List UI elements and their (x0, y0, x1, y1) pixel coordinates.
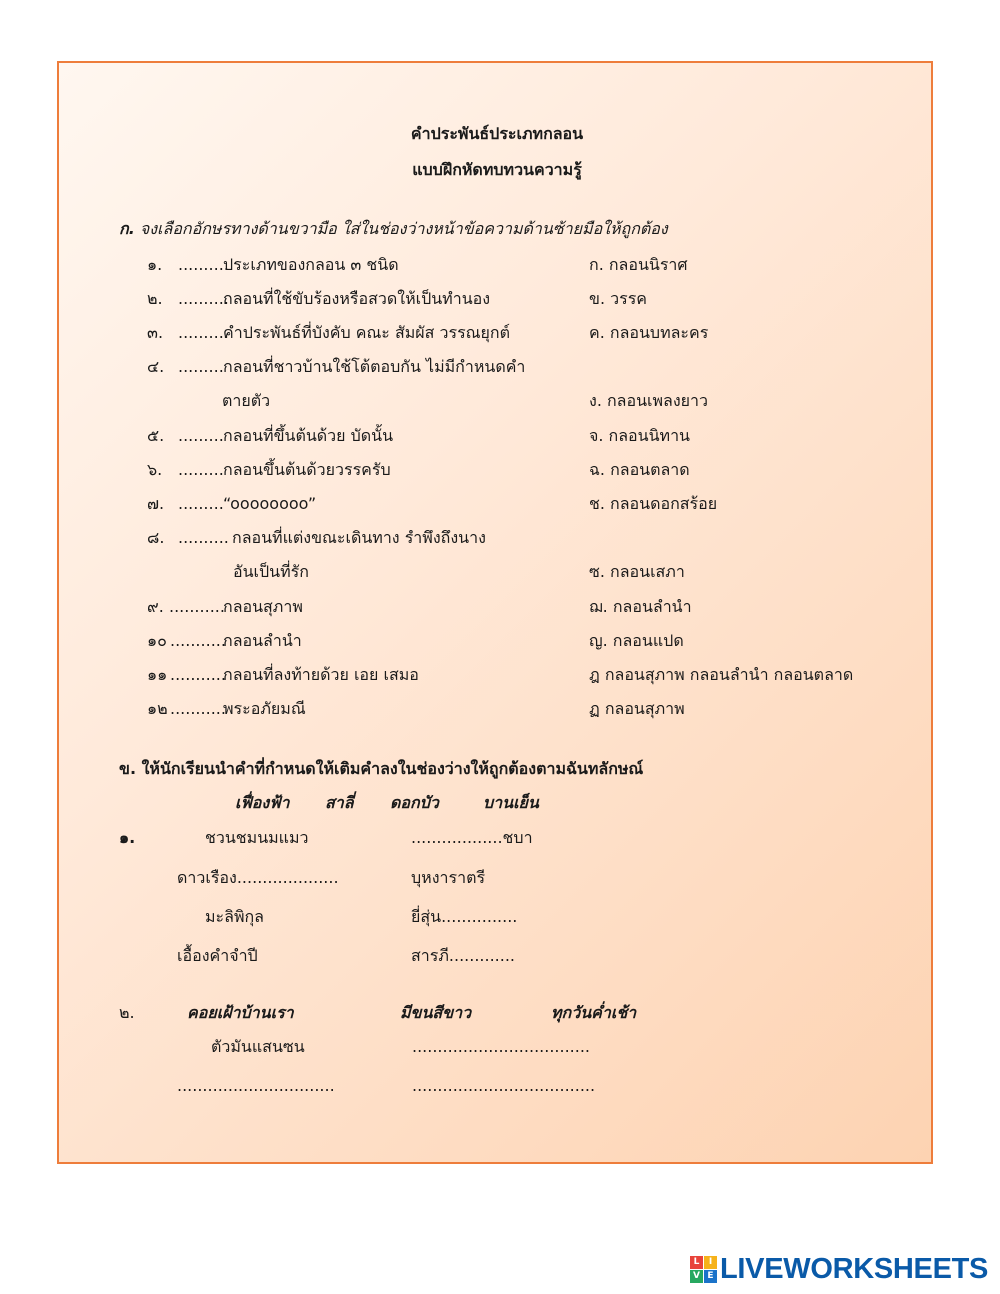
q1-line-2-right: บุหงาราตรี (411, 868, 486, 887)
item-11-text: กลอนที่ลงท้ายด้วย เอย เสมอ (223, 665, 419, 684)
logo-tile-v: V (690, 1270, 703, 1283)
item-6-text: กลอนขึ้นต้นด้วยวรรครับ (223, 460, 391, 479)
q1-line-3-right[interactable]: ยี่สุ่น............... (411, 907, 518, 926)
q1-line-3-left: มะลิพิกุล (205, 907, 264, 926)
item-10-number: ๑๐ (147, 631, 167, 650)
option-6: ฉ. กลอนตลาด (589, 460, 690, 479)
option-11: ฎ กลอนสุภาพ กลอนลำนำ กลอนตลาด (589, 665, 854, 684)
word-bank-4: บานเย็น (483, 793, 539, 812)
item-2-text: กลอนที่ใช้ขับร้องหรือสวดให้เป็นทำนอง (223, 289, 491, 308)
q1-line-2-left[interactable]: ดาวเรือง.................... (177, 868, 339, 887)
q1-line-4-left: เอื้องคำจำปี (177, 946, 258, 965)
item-6-number: ๖. (147, 460, 163, 479)
item-5-number: ๕. (147, 426, 165, 445)
q2-line-2-right[interactable]: .................................... (412, 1076, 596, 1095)
item-12-text: พระอภัยมณี (223, 699, 306, 718)
option-9: ฌ. กลอนลำนำ (589, 597, 692, 616)
logo-tiles-icon (690, 1256, 717, 1283)
item-7-number: ๗. (147, 494, 165, 513)
item-10-answer-blank[interactable]: ........... (170, 631, 226, 650)
option-3: ค. กลอนบทละคร (589, 323, 709, 342)
q2-word-1: คอยเฝ้าบ้านเรา (187, 1003, 294, 1022)
option-7: ช. กลอนดอกสร้อย (589, 494, 718, 513)
item-1-number: ๑. (147, 255, 163, 274)
item-9-text: กลอนสุภาพ (223, 597, 303, 616)
q2-number: ๒. (119, 1003, 135, 1022)
option-12: ฏ กลอนสุภาพ (589, 699, 685, 718)
part-a-instruction-text: จงเลือกอักษรทางด้านขวามือ ใส่ในช่องว่างหน้าข้อความด้านซ้ายมือให้ถูกต้อง (139, 219, 668, 238)
item-3-answer-blank[interactable]: .......... (178, 323, 229, 342)
item-1-text: ประเภทของกลอน ๓ ชนิด (223, 255, 399, 274)
item-9-answer-blank[interactable]: ........... (169, 597, 225, 616)
word-bank-2: สาลี่ (325, 793, 354, 812)
item-1-answer-blank[interactable]: .......... (178, 255, 229, 274)
q2-word-3: ทุกวันค่ำเช้า (551, 1003, 637, 1022)
item-6-answer-blank[interactable]: ......... (178, 460, 224, 479)
logo-tile-l: L (690, 1256, 703, 1269)
part-a-instruction (119, 219, 668, 239)
item-11-number: ๑๑ (147, 665, 168, 684)
option-1: ก. กลอนนิราศ (589, 255, 688, 274)
page-subtitle: แบบฝึกหัดทบทวนความรู้ (412, 160, 582, 179)
option-4: ง. กลอนเพลงยาว (589, 391, 708, 410)
option-2: ข. วรรค (589, 289, 647, 308)
item-12-answer-blank[interactable]: ........... (170, 699, 226, 718)
item-3-text: คำประพันธ์ที่บังคับ คณะ สัมผัส วรรณยุกต์ (223, 323, 510, 342)
q1-line-1-right[interactable]: ..................ชบา (411, 828, 533, 847)
item-4-number: ๔. (147, 357, 165, 376)
option-10: ญ. กลอนแปด (589, 631, 684, 650)
q1-line-4-right[interactable]: สารภี............. (411, 946, 516, 965)
option-5: จ. กลอนนิทาน (589, 426, 690, 445)
item-5-text: กลอนที่ขึ้นต้นด้วย บัดนั้น (223, 426, 394, 445)
item-11-answer-blank[interactable]: ........... (170, 665, 226, 684)
item-2-number: ๒. (147, 289, 163, 308)
page-title: คำประพันธ์ประเภทกลอน (410, 124, 584, 143)
item-2-answer-blank[interactable]: .......... (178, 289, 229, 308)
item-3-number: ๓. (147, 323, 164, 342)
option-8: ซ. กลอนเสภา (589, 562, 685, 581)
q2-line-1-left: ตัวมันแสนซน (211, 1037, 305, 1056)
item-4-text-continued: ตายตัว (222, 391, 271, 410)
part-a-letter: ก. (119, 219, 135, 238)
q2-line-1-right[interactable]: ................................... (412, 1037, 591, 1056)
item-4-text: กลอนที่ชาวบ้านใช้โต้ตอบกัน ไม่มีกำหนดคำ (223, 357, 526, 376)
item-8-answer-blank[interactable]: .......... (178, 528, 229, 547)
item-4-answer-blank[interactable]: ......... (178, 357, 224, 376)
q1-line-1-left: ชวนชมนมแมว (205, 828, 309, 847)
logo-tile-i: I (704, 1256, 717, 1269)
part-b-instruction: ข. ให้นักเรียนนำคำที่กำหนดให้เติมคำลงในช่องว่างให้ถูกต้องตามฉันทลักษณ์ (119, 759, 644, 778)
q1-number: ๑. (119, 828, 136, 847)
item-12-number: ๑๒ (147, 699, 168, 718)
item-8-text: กลอนที่แต่งขณะเดินทาง รำพึงถึงนาง (232, 528, 486, 547)
q2-word-2: มีขนสีขาว (400, 1003, 472, 1022)
item-7-text: “oooooooo” (223, 494, 317, 513)
item-9-number: ๙. (147, 597, 164, 616)
worksheet-page (57, 61, 933, 1164)
logo-text: LIVEWORKSHEETS (720, 1252, 989, 1285)
item-8-number: ๘. (147, 528, 165, 547)
item-5-answer-blank[interactable]: ......... (178, 426, 224, 445)
item-8-text-continued: อันเป็นที่รัก (233, 562, 309, 581)
logo-tile-e: E (704, 1270, 717, 1283)
item-7-answer-blank[interactable]: ......... (178, 494, 224, 513)
word-bank-3: ดอกบัว (390, 793, 439, 812)
liveworksheets-logo (690, 1254, 988, 1284)
q2-line-2-left[interactable]: ............................... (177, 1076, 335, 1095)
word-bank-1: เฟื่องฟ้า (235, 793, 290, 812)
item-10-text: กลอนลำนำ (223, 631, 302, 650)
